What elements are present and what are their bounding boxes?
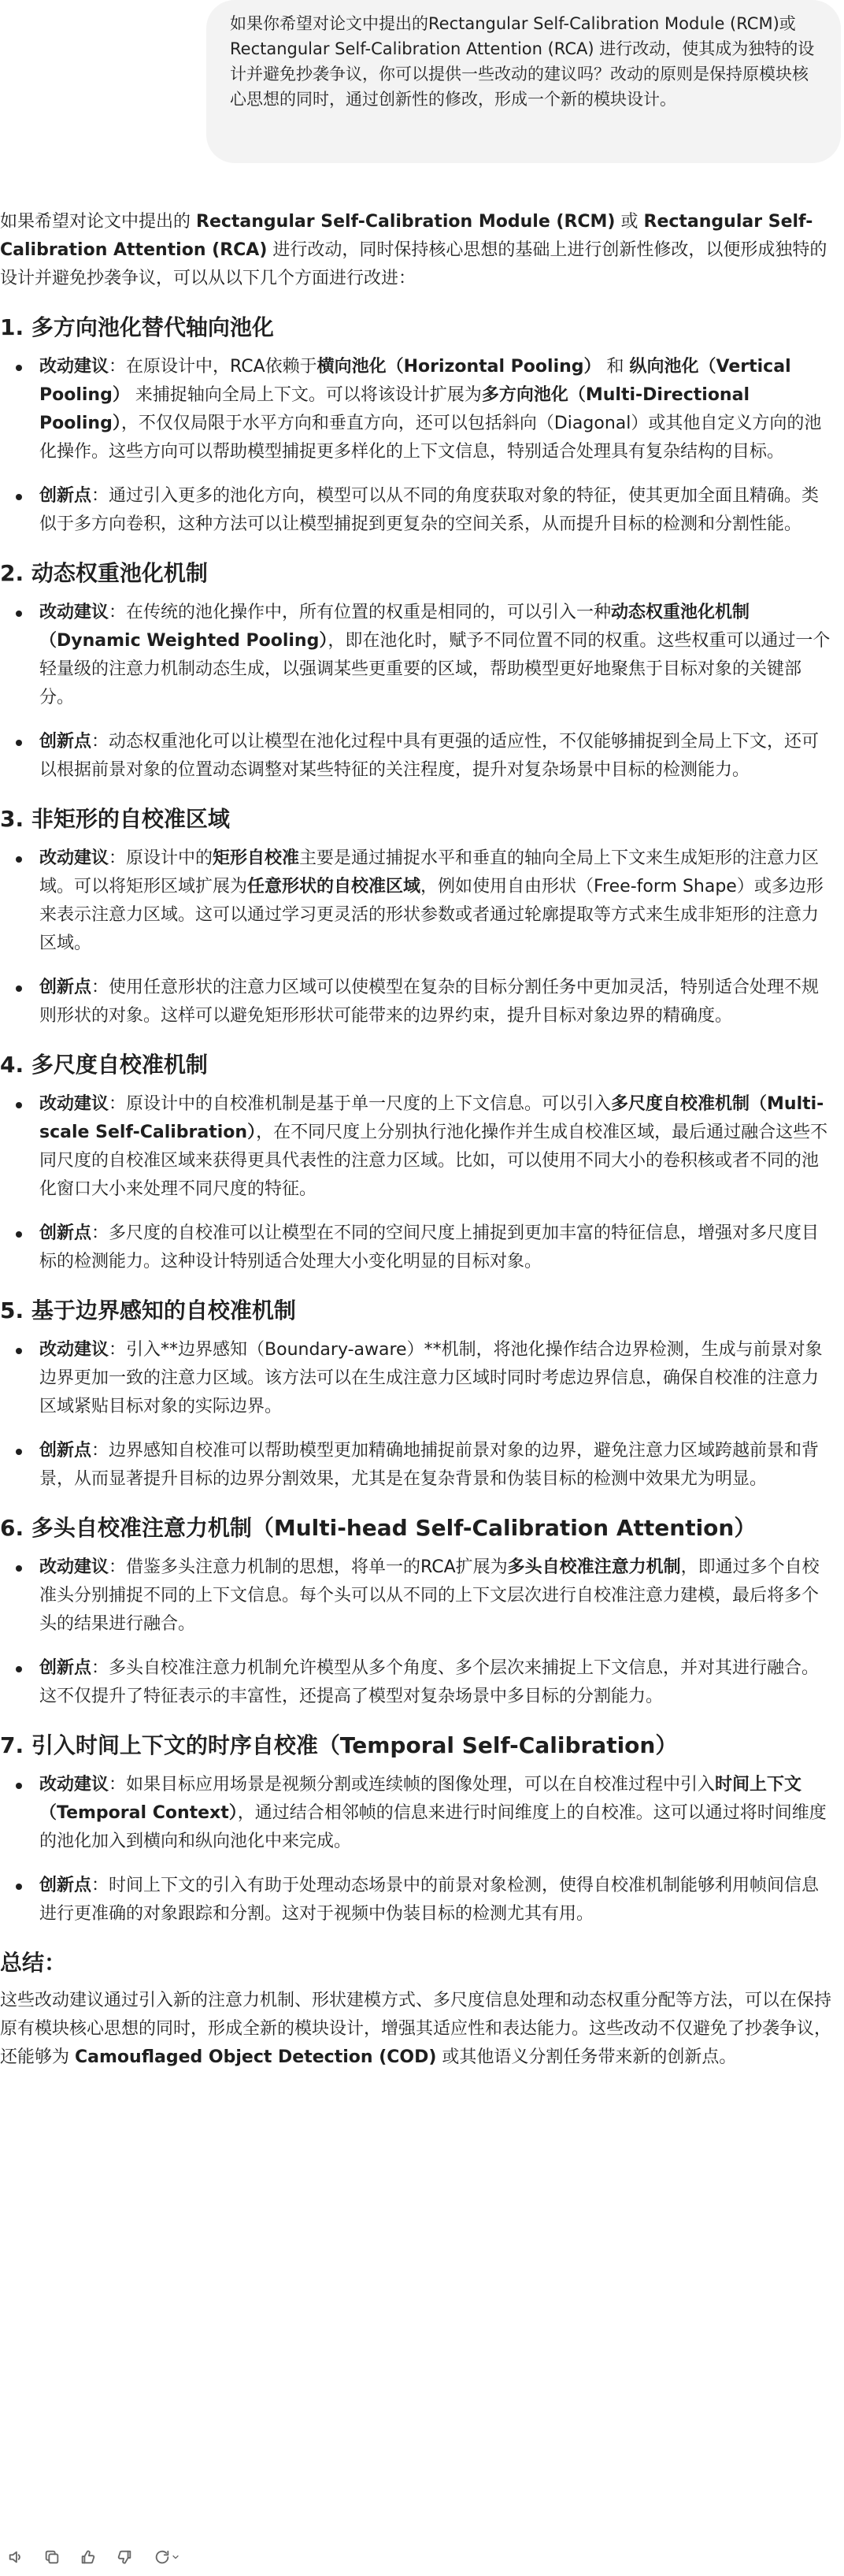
item-text: ，在不同尺度上分别执行池化操作并生成自校准区域，最后通过融合这些不同尺度的自校准区域来获得更具代表性的注意力区域。比如，可以使用不同大小的卷积核或者不同的池化窗口大小来处理不同尺度的特征。 [39, 1123, 828, 1199]
item-label: 创新点 [39, 486, 92, 506]
summary-text-2: 或其他语义分割任务带来新的创新点。 [436, 2047, 737, 2067]
list-item [0, 1654, 835, 1711]
section-heading: 3. 非矩形的自校准区域 [0, 806, 230, 832]
intro-text-1: 如果希望对论文中提出的 [0, 212, 196, 232]
item-bold: 纵向池化（Vertical Pooling） [39, 357, 791, 405]
user-message-text: 如果你希望对论文中提出的Rectangular Self-Calibration Module (RCM)或Rectangular Self-Calibration Attention (RCA) 进行改动，使其成为独特的设计并避免抄袭争议，你可以提供一些改动的建议吗？改动的原则是保持原模块核心思想的同时，通过创新性的修改，形成一个新的模块设计。 [230, 14, 815, 109]
list-item [0, 1090, 835, 1204]
section-list [0, 1336, 835, 1494]
section-heading: 2. 动态权重池化机制 [0, 560, 208, 586]
list-item [0, 728, 835, 785]
item-text: ：边界感知自校准可以帮助模型更加精确地捕捉前景对象的边界，避免注意力区域跨越前景和背景，从而显著提升目标的边界分割效果，尤其是在复杂背景和伪装目标的检测中效果尤为明显。 [39, 1441, 820, 1489]
section-heading: 7. 引入时间上下文的时序自校准（Temporal Self-Calibration） [0, 1732, 678, 1758]
item-label: 改动建议 [39, 603, 109, 622]
item-bold: 任意形状的自校准区域 [247, 877, 421, 896]
thumbs-down-button[interactable] [113, 2546, 135, 2568]
item-text: ：在原设计中，RCA依赖于 [109, 357, 317, 377]
list-item [0, 599, 835, 712]
section-heading: 6. 多头自校准注意力机制（Multi-head Self-Calibration Attention） [0, 1515, 757, 1541]
thumbs-up-icon [80, 2548, 97, 2566]
section-heading: 5. 基于边界感知的自校准机制 [0, 1297, 296, 1323]
item-text: ，通过结合相邻帧的信息来进行时间维度上的自校准。这可以通过将时间维度的池化加入到横向和纵向池化中来完成。 [39, 1803, 827, 1851]
item-label: 创新点 [39, 732, 92, 752]
intro-text-2: 或 [615, 212, 644, 232]
list-item [0, 353, 835, 466]
item-text: ，即在池化时，赋予不同位置不同的权重。这些权重可以通过一个轻量级的注意力机制动态生成，以强调某些更重要的区域，帮助模型更好地聚焦于目标对象的关键部分。 [39, 631, 831, 707]
list-item [0, 1553, 835, 1639]
item-text: ：借鉴多头注意力机制的思想，将单一的RCA扩展为 [109, 1557, 508, 1577]
item-bold: 矩形自校准 [213, 848, 300, 868]
item-label: 改动建议 [39, 848, 109, 868]
item-label: 创新点 [39, 1223, 92, 1243]
item-text: 来捕捉轴向全局上下文。可以将该设计扩展为 [129, 385, 482, 405]
copy-icon [43, 2548, 61, 2566]
item-text: ：多头自校准注意力机制允许模型从多个角度、多个层次来捕捉上下文信息，并对其进行融合。这不仅提升了特征表示的丰富性，还提高了模型对复杂场景中多目标的分割能力。 [39, 1658, 820, 1706]
list-item [0, 974, 835, 1030]
list-item [0, 1771, 835, 1856]
item-label: 改动建议 [39, 1557, 109, 1577]
list-item [0, 1872, 835, 1928]
intro-bold-rcm: Rectangular Self-Calibration Module (RCM) [196, 212, 616, 232]
message-action-bar [5, 2544, 184, 2570]
section-list [0, 1771, 835, 1928]
chevron-down-icon [171, 2552, 180, 2562]
thumbs-down-icon [116, 2548, 133, 2566]
item-label: 改动建议 [39, 1340, 109, 1360]
summary-bold-cod: Camouflaged Object Detection (COD) [75, 2047, 437, 2067]
item-text: ：如果目标应用场景是视频分割或连续帧的图像处理，可以在自校准过程中引入 [109, 1775, 716, 1795]
intro-bold-rca: Rectangular Self-Calibration Attention (RCA) [0, 212, 813, 260]
item-text: ，例如使用自由形状（Free-form Shape）或多边形来表示注意力区域。这可以通过学习更灵活的形状参数或者通过轮廓提取等方式来生成非矩形的注意力区域。 [39, 877, 824, 953]
item-text: ：原设计中的自校准机制是基于单一尺度的上下文信息。可以引入 [109, 1094, 612, 1114]
item-text: ：引入**边界感知（Boundary-aware）**机制，将池化操作结合边界检测，生成与前景对象边界更加一致的注意力区域。该方法可以在生成注意力区域时同时考虑边界信息，确保自校准的注意力区域紧贴目标对象的实际边界。 [39, 1340, 823, 1416]
summary-paragraph [0, 1987, 835, 2072]
item-bold: 多头自校准注意力机制 [507, 1557, 681, 1577]
intro-paragraph [0, 208, 835, 293]
item-bold: 动态权重池化机制（Dynamic Weighted Pooling） [39, 603, 750, 651]
item-text: ：动态权重池化可以让模型在池化过程中具有更强的适应性，不仅能够捕捉到全局上下文，还可以根据前景对象的位置动态调整对某些特征的关注程度，提升对复杂场景中目标的检测能力。 [39, 732, 820, 780]
summary-text-1: 这些改动建议通过引入新的注意力机制、形状建模方式、多尺度信息处理和动态权重分配等方法，可以在保持原有模块核心思想的同时，形成全新的模块设计，增强其适应性和表达能力。这些改动不仅避免了抄袭争议，还能够为 [0, 1991, 832, 2067]
section-heading: 4. 多尺度自校准机制 [0, 1052, 208, 1078]
copy-button[interactable] [41, 2546, 63, 2568]
item-bold: 时间上下文（Temporal Context） [39, 1775, 802, 1823]
summary-heading: 总结： [0, 1950, 67, 1976]
item-text: 和 [601, 357, 630, 377]
item-bold: 多方向池化（Multi-Directional Pooling） [39, 385, 750, 433]
item-text: ：原设计中的 [109, 848, 213, 868]
item-text: ：使用任意形状的注意力区域可以使模型在复杂的目标分割任务中更加灵活，特别适合处理不规则形状的对象。这样可以避免矩形形状可能带来的边界约束，提升目标对象边界的精确度。 [39, 978, 820, 1026]
item-text: ：时间上下文的引入有助于处理动态场景中的前景对象检测，使得自校准机制能够利用帧间信息进行更准确的对象跟踪和分割。这对于视频中伪装目标的检测尤其有用。 [39, 1876, 820, 1924]
list-item [0, 1336, 835, 1421]
user-message-bubble [206, 0, 841, 163]
intro-text-3: 进行改动，同时保持核心思想的基础上进行创新性修改，以便形成独特的设计并避免抄袭争议，可以从以下几个方面进行改进： [0, 240, 827, 288]
item-label: 改动建议 [39, 1094, 109, 1114]
item-label: 创新点 [39, 1658, 92, 1678]
item-label: 改动建议 [39, 357, 109, 377]
item-label: 创新点 [39, 1876, 92, 1895]
item-bold: 横向池化（Horizontal Pooling） [316, 357, 602, 377]
item-text: ，即通过多个自校准头分别捕捉不同的上下文信息。每个头可以从不同的上下文层次进行自校准注意力建模，最后将多个头的结果进行融合。 [39, 1557, 820, 1634]
list-item [0, 482, 835, 539]
section-list [0, 599, 835, 785]
list-item [0, 1437, 835, 1494]
speaker-icon [7, 2548, 24, 2566]
section-list [0, 844, 835, 1030]
assistant-response [0, 208, 835, 2072]
item-label: 改动建议 [39, 1775, 109, 1795]
read-aloud-button[interactable] [5, 2546, 27, 2568]
section-list [0, 353, 835, 539]
item-label: 创新点 [39, 1441, 92, 1461]
regenerate-button[interactable] [150, 2546, 184, 2568]
list-item [0, 1219, 835, 1276]
section-list [0, 1553, 835, 1711]
item-text: ，不仅仅局限于水平方向和垂直方向，还可以包括斜向（Diagonal）或其他自定义方向的池化操作。这些方向可以帮助模型捕捉更多样化的上下文信息，特别适合处理具有复杂结构的目标。 [39, 414, 822, 462]
item-label: 创新点 [39, 978, 92, 997]
regenerate-icon [154, 2548, 171, 2566]
item-text: ：在传统的池化操作中，所有位置的权重是相同的，可以引入一种 [109, 603, 612, 622]
section-list [0, 1090, 835, 1276]
thumbs-up-button[interactable] [77, 2546, 99, 2568]
item-text: ：通过引入更多的池化方向，模型可以从不同的角度获取对象的特征，使其更加全面且精确。类似于多方向卷积，这种方法可以让模型捕捉到更复杂的空间关系，从而提升目标的检测和分割性能。 [39, 486, 820, 534]
item-text: 主要是通过捕捉水平和垂直的轴向全局上下文来生成矩形的注意力区域。可以将矩形区域扩展为 [39, 848, 820, 896]
list-item [0, 844, 835, 958]
item-text: ：多尺度的自校准可以让模型在不同的空间尺度上捕捉到更加丰富的特征信息，增强对多尺度目标的检测能力。这种设计特别适合处理大小变化明显的目标对象。 [39, 1223, 820, 1271]
item-bold: 多尺度自校准机制（Multi-scale Self-Calibration） [39, 1094, 824, 1142]
section-heading: 1. 多方向池化替代轴向池化 [0, 314, 274, 340]
